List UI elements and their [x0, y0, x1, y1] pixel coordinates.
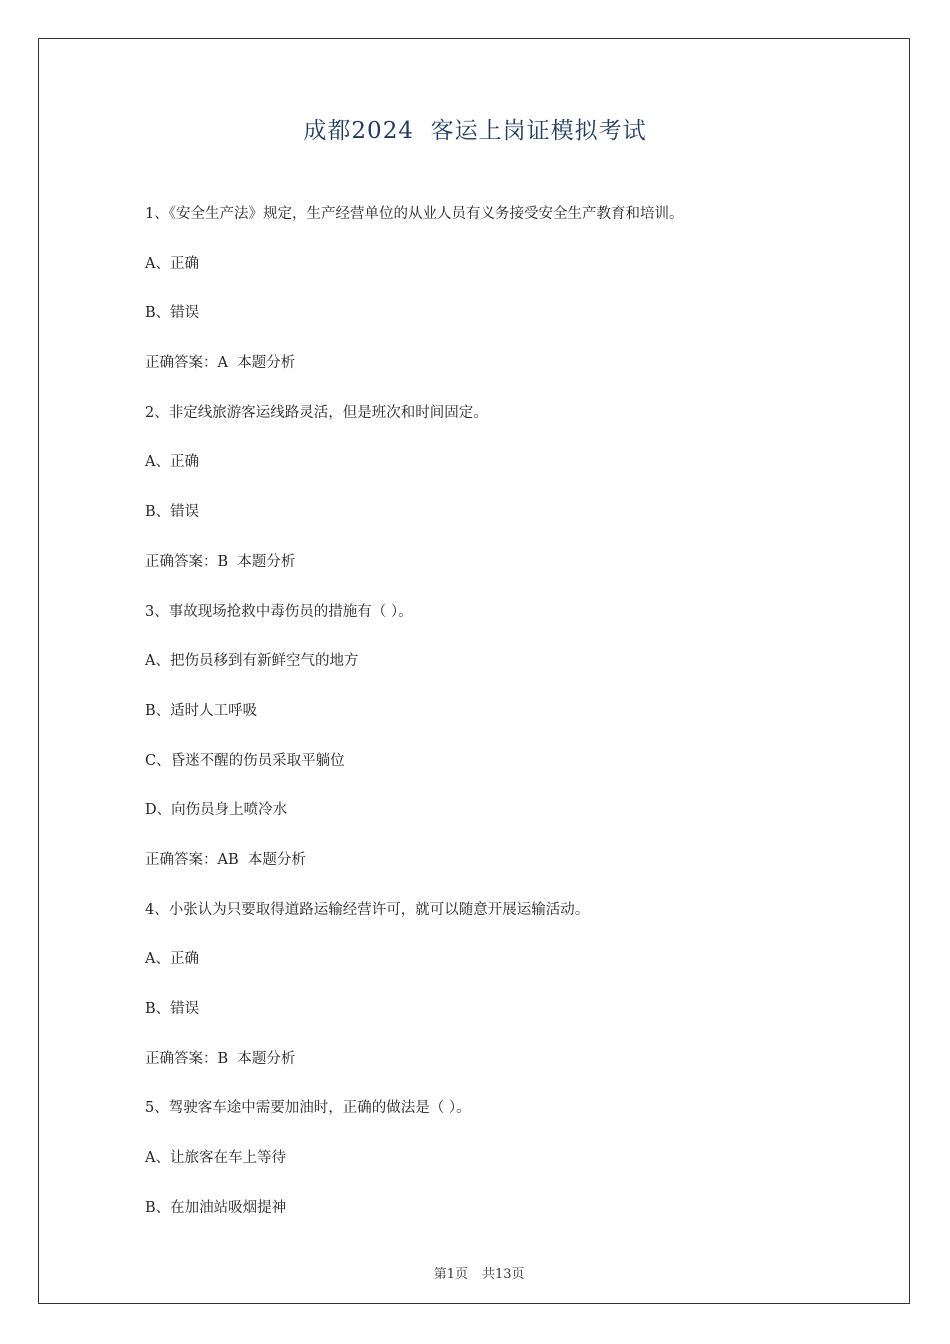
question-option: A、正确 — [145, 255, 199, 272]
question-stem: 1、《安全生产法》规定，生产经营单位的从业人员有义务接受安全生产教育和培训。 — [145, 206, 684, 222]
question-option: B、错误 — [145, 1001, 200, 1017]
question-option: B、适时人工呼吸 — [145, 702, 258, 719]
question-option: A、正确 — [145, 951, 199, 968]
page-footer — [0, 1248, 950, 1282]
question-list — [145, 202, 865, 1245]
question-option: B、错误 — [145, 504, 200, 521]
question-option: A、让旅客在车上等待 — [145, 1150, 286, 1167]
page-number: 第1页 — [433, 1267, 468, 1282]
question-answer: 正确答案：B 本题分析 — [145, 1050, 296, 1067]
question-answer: 正确答案：A 本题分析 — [145, 355, 296, 372]
document-title: 成都2024 客运上岗证模拟考试 — [303, 118, 647, 144]
question-option: C、昏迷不醒的伤员采取平躺位 — [145, 752, 345, 769]
question-option: B、错误 — [145, 305, 200, 322]
question-stem: 3、事故现场抢救中毒伤员的措施有（ ）。 — [145, 603, 413, 620]
question-option: B、在加油站吸烟提神 — [145, 1199, 287, 1216]
question-option: A、正确 — [145, 454, 199, 471]
page-total: 共13页 — [482, 1267, 525, 1282]
question-stem: 2、非定线旅游客运线路灵活，但是班次和时间固定。 — [145, 404, 488, 421]
question-answer: 正确答案：AB 本题分析 — [145, 851, 306, 868]
question-answer: 正确答案：B 本题分析 — [145, 553, 296, 570]
question-option: D、向伤员身上喷冷水 — [145, 802, 288, 819]
question-option: A、把伤员移到有新鲜空气的地方 — [145, 653, 359, 670]
question-stem: 4、小张认为只要取得道路运输经营许可，就可以随意开展运输活动。 — [145, 901, 590, 918]
question-stem: 5、驾驶客车途中需要加油时，正确的做法是（ ）。 — [145, 1100, 471, 1117]
